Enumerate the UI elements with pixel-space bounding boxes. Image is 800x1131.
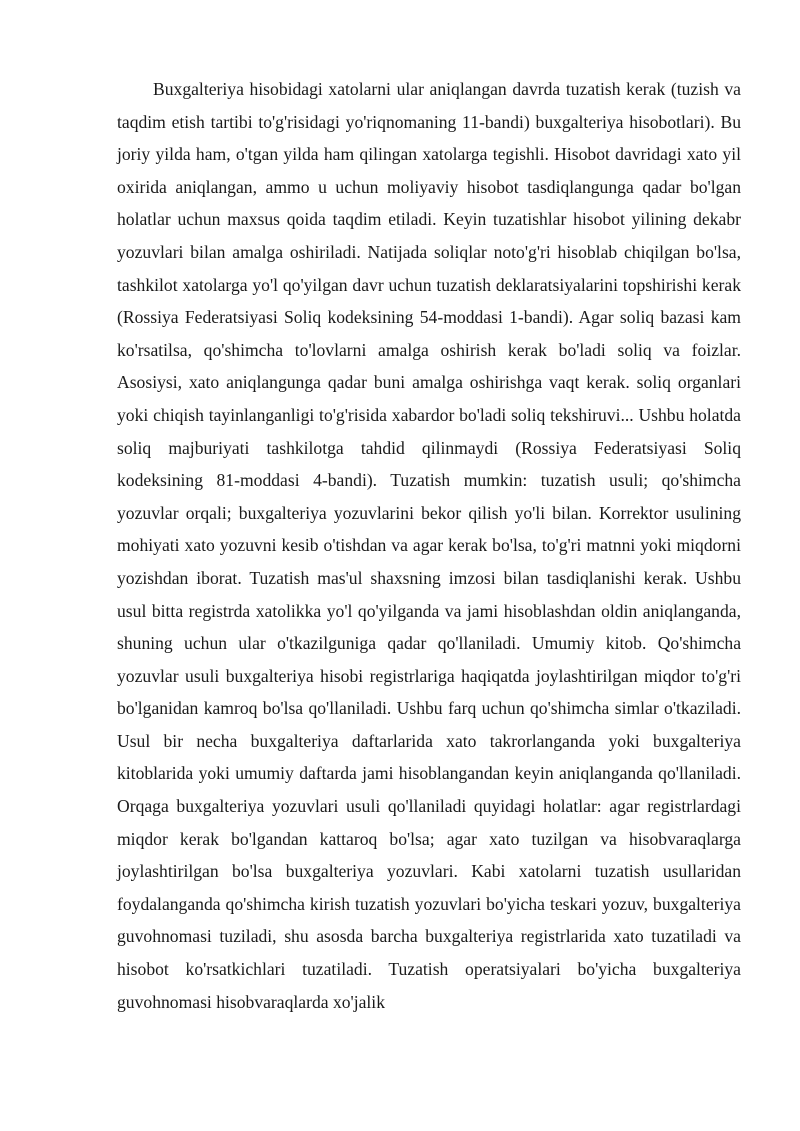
body-paragraph: Buxgalteriya hisobidagi xatolarni ular aniqlangan davrda tuzatish kerak (tuzish va taqdim etish tartibi to'g'risidagi yo'riqnomaning 11-bandi) buxgalteriya hisobotlari). Bu joriy yilda ham, o'tgan yilda ham qilingan xatolarga tegishli. Hisobot davridagi xato yil oxirida aniqlangan, ammo u uchun moliyaviy hisobot tasdiqlangunga qadar bo'lgan holatlar uchun maxsus qoida taqdim etiladi. Keyin tuzatishlar hisobot yilining dekabr yozuvlari bilan amalga oshiriladi. Natijada soliqlar noto'g'ri hisoblab chiqilgan bo'lsa, tashkilot xatolarga yo'l qo'yilgan davr uchun tuzatish deklaratsiyalarini topshirishi kerak (Rossiya Federatsiyasi Soliq kodeksining 54-moddasi 1-bandi). Agar soliq bazasi kam ko'rsatilsa, qo'shimcha to'lovlarni amalga oshirish kerak bo'ladi soliq va foizlar. Asosiysi, xato aniqlangunga qadar buni amalga oshirishga vaqt kerak. soliq organlari yoki chiqish tayinlanganligi to'g'risida xabardor bo'ladi soliq tekshiruvi... Ushbu holatda soliq majburiyati tashkilotga tahdid qilinmaydi (Rossiya Federatsiyasi Soliq kodeksining 81-moddasi 4-bandi). Tuzatish mumkin: tuzatish usuli; qo'shimcha yozuvlar orqali; buxgalteriya yozuvlarini bekor qilish yo'li bilan. Korrektor usulining mohiyati xato yozuvni kesib o'tishdan va agar kerak bo'lsa, to'g'ri matnni yoki miqdorni yozishdan iborat. Tuzatish mas'ul shaxsning imzosi bilan tasdiqlanishi kerak. Ushbu usul bitta registrda xatolikka yo'l qo'yilganda va jami hisoblashdan oldin aniqlanganda, shuning uchun ular o'tkazilguniga qadar qo'llaniladi. Umumiy kitob. Qo'shimcha yozuvlar usuli buxgalteriya hisobi registrlariga haqiqatda joylashtirilgan miqdor to'g'ri bo'lganidan kamroq bo'lsa qo'llaniladi. Ushbu farq uchun qo'shimcha simlar o'tkaziladi. Usul bir necha buxgalteriya daftarlarida xato takrorlanganda yoki buxgalteriya kitoblarida yoki umumiy daftarda jami hisoblangandan keyin aniqlanganda qo'llaniladi. Orqaga buxgalteriya yozuvlari usuli qo'llaniladi quyidagi holatlar: agar registrlardagi miqdor kerak bo'lgandan kattaroq bo'lsa; agar xato tuzilgan va hisobvaraqlarga joylashtirilgan bo'lsa buxgalteriya yozuvlari. Kabi xatolarni tuzatish usullaridan foydalanganda qo'shimcha kirish tuzatish yozuvlari bo'yicha teskari yozuv, buxgalteriya guvohnomasi tuziladi, shu asosda barcha buxgalteriya registrlarida xato tuzatiladi va hisobot ko'rsatkichlari tuzatiladi. Tuzatish operatsiyalari bo'yicha buxgalteriya guvohnomasi hisobvaraqlarda xo'jalik xyxy=(117,79,741,1012)
